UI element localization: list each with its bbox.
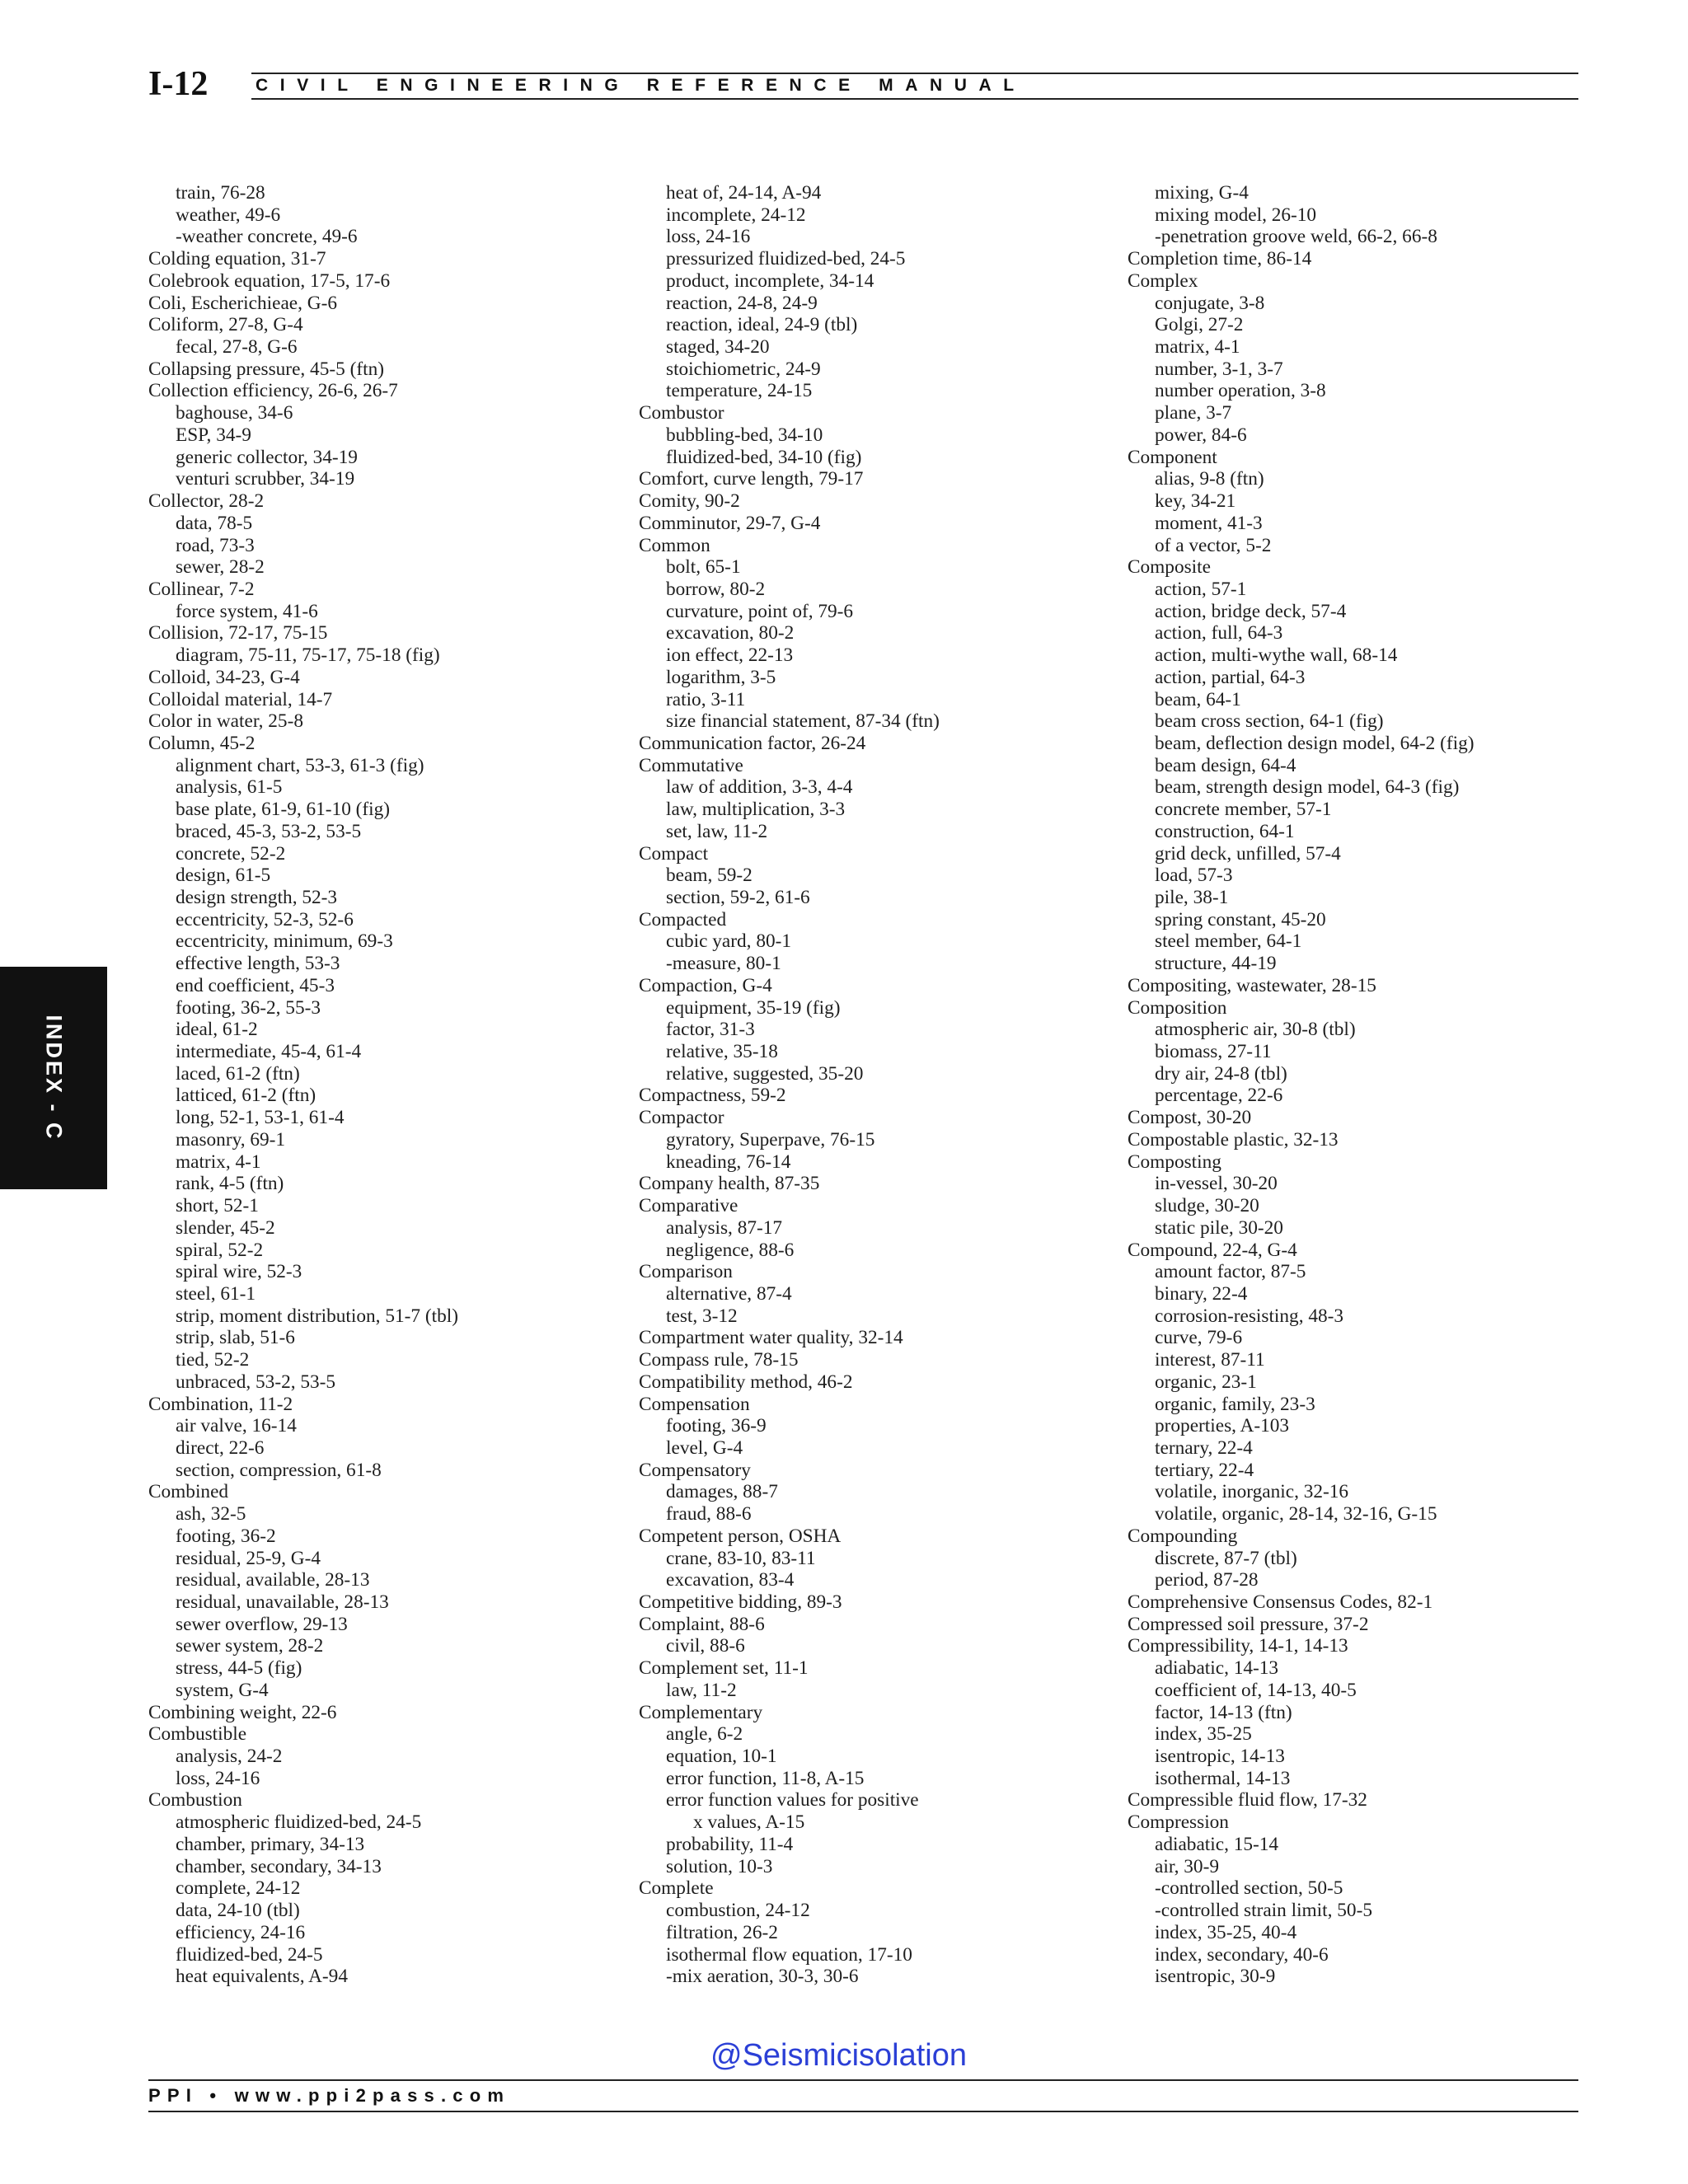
index-subentry: end coefficient, 45-3	[176, 974, 335, 996]
index-subentry: pile, 38-1	[1155, 887, 1229, 908]
index-heading: Colloid, 34-23, G-4	[148, 666, 300, 688]
index-heading: Compositing, wastewater, 28-15	[1128, 974, 1376, 996]
index-subentry: diagram, 75-11, 75-17, 75-18 (fig)	[176, 644, 440, 667]
index-subentry: power, 84-6	[1155, 424, 1247, 446]
index-subentry: fluidized-bed, 24-5	[176, 1943, 323, 1966]
index-subentry: analysis, 24-2	[176, 1746, 283, 1768]
index-subentry: equation, 10-1	[666, 1746, 777, 1768]
index-section-tab[interactable]	[0, 967, 107, 1189]
index-heading: Composite	[1128, 556, 1211, 579]
index-heading: Complex	[1128, 269, 1198, 292]
index-subentry: curve, 79-6	[1155, 1327, 1243, 1349]
index-subentry: temperature, 24-15	[666, 380, 813, 402]
index-subentry: number operation, 3-8	[1155, 380, 1326, 402]
index-subentry: -controlled section, 50-5	[1155, 1877, 1343, 1900]
index-subentry: plane, 3-7	[1155, 402, 1232, 424]
index-subentry: key, 34-21	[1155, 490, 1236, 513]
index-subentry: analysis, 87-17	[666, 1216, 783, 1239]
index-subentry: beam cross section, 64-1 (fig)	[1155, 710, 1384, 733]
index-subentry: spiral, 52-2	[176, 1239, 264, 1261]
index-subentry: loss, 24-16	[666, 226, 751, 248]
index-subentry: damages, 88-7	[666, 1481, 778, 1503]
index-subentry: period, 87-28	[1155, 1569, 1259, 1591]
index-subentry: unbraced, 53-2, 53-5	[176, 1371, 336, 1393]
index-subentry: filtration, 26-2	[666, 1921, 778, 1943]
index-subentry: action, full, 64-3	[1155, 622, 1283, 644]
index-heading: Colebrook equation, 17-5, 17-6	[148, 269, 391, 292]
index-subentry: -controlled strain limit, 50-5	[1155, 1900, 1372, 1922]
index-subentry: static pile, 30-20	[1155, 1216, 1283, 1239]
index-subentry: rank, 4-5 (ftn)	[176, 1173, 284, 1195]
index-subentry: footing, 36-2, 55-3	[176, 996, 321, 1019]
index-subentry: residual, available, 28-13	[176, 1569, 370, 1591]
index-subentry: isentropic, 14-13	[1155, 1746, 1285, 1768]
index-subentry: binary, 22-4	[1155, 1282, 1248, 1305]
index-heading: Company health, 87-35	[639, 1173, 820, 1195]
index-subentry: solution, 10-3	[666, 1855, 773, 1877]
index-subentry: grid deck, unfilled, 57-4	[1155, 842, 1341, 865]
index-heading: Competent person, OSHA	[639, 1525, 842, 1547]
index-subentry: load, 57-3	[1155, 865, 1233, 887]
index-subentry: kneading, 76-14	[666, 1151, 791, 1173]
index-heading: Compensation	[639, 1393, 750, 1415]
index-subentry: ratio, 3-11	[666, 688, 746, 710]
index-subentry: train, 76-28	[176, 182, 265, 204]
index-subentry: beam, 59-2	[666, 865, 753, 887]
index-subentry: combustion, 24-12	[666, 1900, 810, 1922]
index-subentry: isentropic, 30-9	[1155, 1966, 1276, 1988]
index-subentry: -mix aeration, 30-3, 30-6	[666, 1966, 859, 1988]
index-subentry: steel member, 64-1	[1155, 930, 1302, 953]
index-subentry: action, 57-1	[1155, 578, 1247, 600]
index-subentry: stress, 44-5 (fig)	[176, 1657, 302, 1680]
index-subentry: pressurized fluidized-bed, 24-5	[666, 248, 906, 270]
index-subentry: structure, 44-19	[1155, 953, 1277, 975]
index-heading: Compensatory	[639, 1459, 751, 1481]
index-subentry: mixing model, 26-10	[1155, 204, 1317, 226]
index-subentry: braced, 45-3, 53-2, 53-5	[176, 820, 362, 842]
index-subentry: sludge, 30-20	[1155, 1195, 1259, 1217]
index-subentry: steel, 61-1	[176, 1282, 256, 1305]
index-subentry: set, law, 11-2	[666, 820, 768, 842]
index-subentry: base plate, 61-9, 61-10 (fig)	[176, 799, 391, 821]
index-subentry: heat of, 24-14, A-94	[666, 182, 822, 204]
index-subentry: stoichiometric, 24-9	[666, 358, 821, 380]
index-subentry: latticed, 61-2 (ftn)	[176, 1085, 316, 1107]
index-subentry: construction, 64-1	[1155, 820, 1295, 842]
index-heading: Compatibility method, 46-2	[639, 1371, 853, 1393]
index-subentry: conjugate, 3-8	[1155, 292, 1265, 314]
index-heading: Coli, Escherichieae, G-6	[148, 292, 337, 314]
index-subentry: gyratory, Superpave, 76-15	[666, 1128, 875, 1151]
index-subentry: design strength, 52-3	[176, 887, 338, 908]
index-subentry: weather, 49-6	[176, 204, 281, 226]
index-subentry: beam, deflection design model, 64-2 (fig)	[1155, 732, 1475, 754]
index-subentry: excavation, 80-2	[666, 622, 795, 644]
index-subentry: concrete member, 57-1	[1155, 799, 1332, 821]
index-subentry: concrete, 52-2	[176, 842, 286, 865]
index-subentry: laced, 61-2 (ftn)	[176, 1062, 300, 1085]
index-heading: Compounding	[1128, 1525, 1238, 1547]
watermark: @Seismicisolation	[710, 2038, 968, 2073]
index-subentry: interest, 87-11	[1155, 1349, 1265, 1371]
index-subentry: effective length, 53-3	[176, 953, 340, 975]
index-column-1	[148, 182, 610, 1988]
index-subentry: coefficient of, 14-13, 40-5	[1155, 1679, 1357, 1701]
index-subentry: -penetration groove weld, 66-2, 66-8	[1155, 226, 1437, 248]
index-subentry: masonry, 69-1	[176, 1128, 286, 1151]
index-subentry: level, G-4	[666, 1436, 743, 1459]
index-subentry: volatile, inorganic, 32-16	[1155, 1481, 1349, 1503]
index-heading: Comfort, curve length, 79-17	[639, 468, 864, 490]
index-subentry: short, 52-1	[176, 1195, 259, 1217]
index-subentry: organic, family, 23-3	[1155, 1393, 1315, 1415]
index-subentry: error function values for positive	[666, 1789, 919, 1811]
index-subentry: air, 30-9	[1155, 1855, 1219, 1877]
index-subentry: atmospheric fluidized-bed, 24-5	[176, 1811, 422, 1834]
index-heading: Comparison	[639, 1261, 733, 1283]
index-subentry: factor, 31-3	[666, 1019, 755, 1041]
index-subentry: incomplete, 24-12	[666, 204, 806, 226]
index-heading: Comparative	[639, 1195, 738, 1217]
index-subentry: -measure, 80-1	[666, 953, 781, 975]
index-heading: Collision, 72-17, 75-15	[148, 622, 328, 644]
index-subentry: excavation, 83-4	[666, 1569, 795, 1591]
index-subentry: ideal, 61-2	[176, 1019, 258, 1041]
index-heading: Compressible fluid flow, 17-32	[1128, 1789, 1367, 1811]
index-subentry: index, 35-25, 40-4	[1155, 1921, 1297, 1943]
index-subentry: residual, 25-9, G-4	[176, 1547, 321, 1569]
index-subentry: data, 24-10 (tbl)	[176, 1900, 300, 1922]
index-subentry: properties, A-103	[1155, 1415, 1290, 1437]
index-heading: Compressed soil pressure, 37-2	[1128, 1613, 1369, 1635]
index-subentry: fecal, 27-8, G-6	[176, 336, 298, 359]
index-subentry: number, 3-1, 3-7	[1155, 358, 1283, 380]
index-subentry: ESP, 34-9	[176, 424, 251, 446]
index-subentry: strip, slab, 51-6	[176, 1327, 295, 1349]
index-subentry: alternative, 87-4	[666, 1282, 792, 1305]
index-subentry: spiral wire, 52-3	[176, 1261, 302, 1283]
index-heading: Compact	[639, 842, 709, 865]
index-heading: Compactor	[639, 1107, 724, 1129]
index-subentry: slender, 45-2	[176, 1216, 275, 1239]
index-subentry: footing, 36-9	[666, 1415, 767, 1437]
index-subentry: design, 61-5	[176, 865, 271, 887]
index-subentry: eccentricity, minimum, 69-3	[176, 930, 393, 953]
index-heading: Color in water, 25-8	[148, 710, 303, 733]
index-subentry: corrosion-resisting, 48-3	[1155, 1305, 1344, 1327]
header-rule-lower	[251, 98, 1578, 100]
index-subentry: reaction, 24-8, 24-9	[666, 292, 818, 314]
page-number: I-12	[148, 65, 209, 103]
index-subentry: cubic yard, 80-1	[666, 930, 792, 953]
index-subentry: air valve, 16-14	[176, 1415, 297, 1437]
index-subentry: crane, 83-10, 83-11	[666, 1547, 816, 1569]
index-subentry: staged, 34-20	[666, 336, 770, 359]
index-heading: Compactness, 59-2	[639, 1085, 786, 1107]
index-subentry: ash, 32-5	[176, 1503, 246, 1526]
index-subentry: organic, 23-1	[1155, 1371, 1257, 1393]
index-subentry: sewer overflow, 29-13	[176, 1613, 348, 1635]
index-section-tab-label: INDEX - C	[41, 1015, 67, 1141]
index-heading: Comity, 90-2	[639, 490, 740, 513]
footer-rule	[148, 2079, 1578, 2081]
index-subentry: long, 52-1, 53-1, 61-4	[176, 1107, 345, 1129]
index-subentry: atmospheric air, 30-8 (tbl)	[1155, 1019, 1356, 1041]
index-subentry: analysis, 61-5	[176, 776, 283, 799]
index-subentry: action, multi-wythe wall, 68-14	[1155, 644, 1398, 667]
index-subentry: bolt, 65-1	[666, 556, 741, 579]
index-subentry: chamber, secondary, 34-13	[176, 1855, 382, 1877]
index-heading: Competitive bidding, 89-3	[639, 1591, 842, 1613]
index-subentry: alias, 9-8 (ftn)	[1155, 468, 1264, 490]
index-subentry: index, secondary, 40-6	[1155, 1943, 1329, 1966]
index-heading: Common	[639, 534, 710, 556]
index-subentry: intermediate, 45-4, 61-4	[176, 1041, 362, 1063]
index-heading: Complement set, 11-1	[639, 1657, 809, 1680]
index-subentry: Golgi, 27-2	[1155, 314, 1244, 336]
index-heading: Colding equation, 31-7	[148, 248, 326, 270]
index-heading: Collection efficiency, 26-6, 26-7	[148, 380, 398, 402]
index-subentry: law, multiplication, 3-3	[666, 799, 846, 821]
index-subentry: volatile, organic, 28-14, 32-16, G-15	[1155, 1503, 1437, 1526]
index-heading: Composition	[1128, 996, 1227, 1019]
index-heading: Combustion	[148, 1789, 242, 1811]
index-subentry: loss, 24-16	[176, 1767, 260, 1789]
index-subentry: action, partial, 64-3	[1155, 666, 1306, 688]
index-subentry: sewer system, 28-2	[176, 1635, 324, 1657]
index-heading: Communication factor, 26-24	[639, 732, 866, 754]
index-heading: Compost, 30-20	[1128, 1107, 1252, 1129]
index-heading: Collector, 28-2	[148, 490, 265, 513]
index-subentry: probability, 11-4	[666, 1833, 794, 1855]
index-heading: Column, 45-2	[148, 732, 256, 754]
index-subentry: of a vector, 5-2	[1155, 534, 1272, 556]
index-subentry: section, 59-2, 61-6	[666, 887, 810, 908]
index-subentry: fluidized-bed, 34-10 (fig)	[666, 446, 862, 468]
index-subentry: x values, A-15	[693, 1811, 805, 1834]
index-heading: Collapsing pressure, 45-5 (ftn)	[148, 358, 384, 380]
index-subentry: law, 11-2	[666, 1679, 737, 1701]
index-subentry: test, 3-12	[666, 1305, 738, 1327]
index-heading: Complaint, 88-6	[639, 1613, 765, 1635]
index-heading: Complementary	[639, 1701, 763, 1723]
index-subentry: discrete, 87-7 (tbl)	[1155, 1547, 1297, 1569]
index-heading: Compressibility, 14-1, 14-13	[1128, 1635, 1348, 1657]
index-heading: Composting	[1128, 1151, 1221, 1173]
index-heading: Component	[1128, 446, 1217, 468]
index-heading: Compaction, G-4	[639, 974, 772, 996]
index-subentry: beam design, 64-4	[1155, 754, 1296, 776]
index-column-2	[639, 182, 1100, 1988]
index-subentry: error function, 11-8, A-15	[666, 1767, 865, 1789]
index-subentry: road, 73-3	[176, 534, 255, 556]
index-subentry: civil, 88-6	[666, 1635, 745, 1657]
index-subentry: adiabatic, 14-13	[1155, 1657, 1279, 1680]
index-subentry: baghouse, 34-6	[176, 402, 293, 424]
index-subentry: in-vessel, 30-20	[1155, 1173, 1278, 1195]
index-subentry: adiabatic, 15-14	[1155, 1833, 1279, 1855]
index-subentry: -weather concrete, 49-6	[176, 226, 358, 248]
index-subentry: reaction, ideal, 24-9 (tbl)	[666, 314, 858, 336]
index-subentry: generic collector, 34-19	[176, 446, 358, 468]
index-heading: Colloidal material, 14-7	[148, 688, 333, 710]
index-subentry: relative, 35-18	[666, 1041, 778, 1063]
index-heading: Compacted	[639, 908, 727, 930]
index-subentry: data, 78-5	[176, 512, 253, 534]
index-subentry: tied, 52-2	[176, 1349, 250, 1371]
index-heading: Collinear, 7-2	[148, 578, 255, 600]
index-heading: Comprehensive Consensus Codes, 82-1	[1128, 1591, 1433, 1613]
index-subentry: heat equivalents, A-94	[176, 1966, 348, 1988]
index-subentry: efficiency, 24-16	[176, 1921, 306, 1943]
index-heading: Complete	[639, 1877, 714, 1900]
index-subentry: strip, moment distribution, 51-7 (tbl)	[176, 1305, 458, 1327]
index-subentry: force system, 41-6	[176, 600, 318, 622]
index-subentry: isothermal, 14-13	[1155, 1767, 1291, 1789]
index-subentry: mixing, G-4	[1155, 182, 1249, 204]
index-subentry: borrow, 80-2	[666, 578, 766, 600]
index-subentry: bubbling-bed, 34-10	[666, 424, 823, 446]
index-subentry: section, compression, 61-8	[176, 1459, 382, 1481]
index-subentry: negligence, 88-6	[666, 1239, 795, 1261]
index-subentry: direct, 22-6	[176, 1436, 265, 1459]
index-heading: Compostable plastic, 32-13	[1128, 1128, 1339, 1151]
index-subentry: index, 35-25	[1155, 1723, 1252, 1746]
index-subentry: complete, 24-12	[176, 1877, 301, 1900]
index-subentry: tertiary, 22-4	[1155, 1459, 1254, 1481]
index-subentry: logarithm, 3-5	[666, 666, 776, 688]
index-subentry: venturi scrubber, 34-19	[176, 468, 355, 490]
index-heading: Combustible	[148, 1723, 247, 1746]
index-column-3	[1128, 182, 1589, 1988]
index-subentry: sewer, 28-2	[176, 556, 265, 579]
index-subentry: residual, unavailable, 28-13	[176, 1591, 389, 1613]
footer-rule-lower	[148, 2111, 1578, 2112]
index-heading: Compartment water quality, 32-14	[639, 1327, 903, 1349]
index-heading: Combined	[148, 1481, 229, 1503]
index-subentry: matrix, 4-1	[176, 1151, 261, 1173]
index-subentry: product, incomplete, 34-14	[666, 269, 874, 292]
manual-title: CIVIL ENGINEERING REFERENCE MANUAL	[256, 76, 1026, 95]
index-subentry: ion effect, 22-13	[666, 644, 794, 667]
index-subentry: moment, 41-3	[1155, 512, 1263, 534]
index-subentry: dry air, 24-8 (tbl)	[1155, 1062, 1287, 1085]
index-heading: Combustor	[639, 402, 724, 424]
index-heading: Completion time, 86-14	[1128, 248, 1312, 270]
index-subentry: beam, 64-1	[1155, 688, 1241, 710]
index-subentry: footing, 36-2	[176, 1525, 276, 1547]
index-subentry: alignment chart, 53-3, 61-3 (fig)	[176, 754, 424, 776]
index-subentry: equipment, 35-19 (fig)	[666, 996, 841, 1019]
index-subentry: curvature, point of, 79-6	[666, 600, 854, 622]
index-heading: Compound, 22-4, G-4	[1128, 1239, 1297, 1261]
index-subentry: angle, 6-2	[666, 1723, 743, 1746]
index-heading: Combination, 11-2	[148, 1393, 293, 1415]
index-subentry: percentage, 22-6	[1155, 1085, 1283, 1107]
index-subentry: amount factor, 87-5	[1155, 1261, 1306, 1283]
index-subentry: isothermal flow equation, 17-10	[666, 1943, 912, 1966]
index-subentry: law of addition, 3-3, 4-4	[666, 776, 853, 799]
index-subentry: spring constant, 45-20	[1155, 908, 1326, 930]
index-subentry: chamber, primary, 34-13	[176, 1833, 365, 1855]
index-heading: Compression	[1128, 1811, 1229, 1834]
index-subentry: action, bridge deck, 57-4	[1155, 600, 1347, 622]
index-heading: Comminutor, 29-7, G-4	[639, 512, 821, 534]
index-subentry: relative, suggested, 35-20	[666, 1062, 864, 1085]
index-subentry: matrix, 4-1	[1155, 336, 1240, 359]
index-subentry: size financial statement, 87-34 (ftn)	[666, 710, 940, 733]
index-subentry: biomass, 27-11	[1155, 1041, 1272, 1063]
index-subentry: system, G-4	[176, 1679, 269, 1701]
index-subentry: factor, 14-13 (ftn)	[1155, 1701, 1292, 1723]
index-subentry: beam, strength design model, 64-3 (fig)	[1155, 776, 1460, 799]
index-heading: Commutative	[639, 754, 743, 776]
index-subentry: fraud, 88-6	[666, 1503, 752, 1526]
footer-text: PPI • www.ppi2pass.com	[148, 2085, 511, 2106]
index-subentry: ternary, 22-4	[1155, 1436, 1253, 1459]
index-heading: Coliform, 27-8, G-4	[148, 314, 303, 336]
index-heading: Compass rule, 78-15	[639, 1349, 799, 1371]
index-subentry: eccentricity, 52-3, 52-6	[176, 908, 354, 930]
index-heading: Combining weight, 22-6	[148, 1701, 337, 1723]
